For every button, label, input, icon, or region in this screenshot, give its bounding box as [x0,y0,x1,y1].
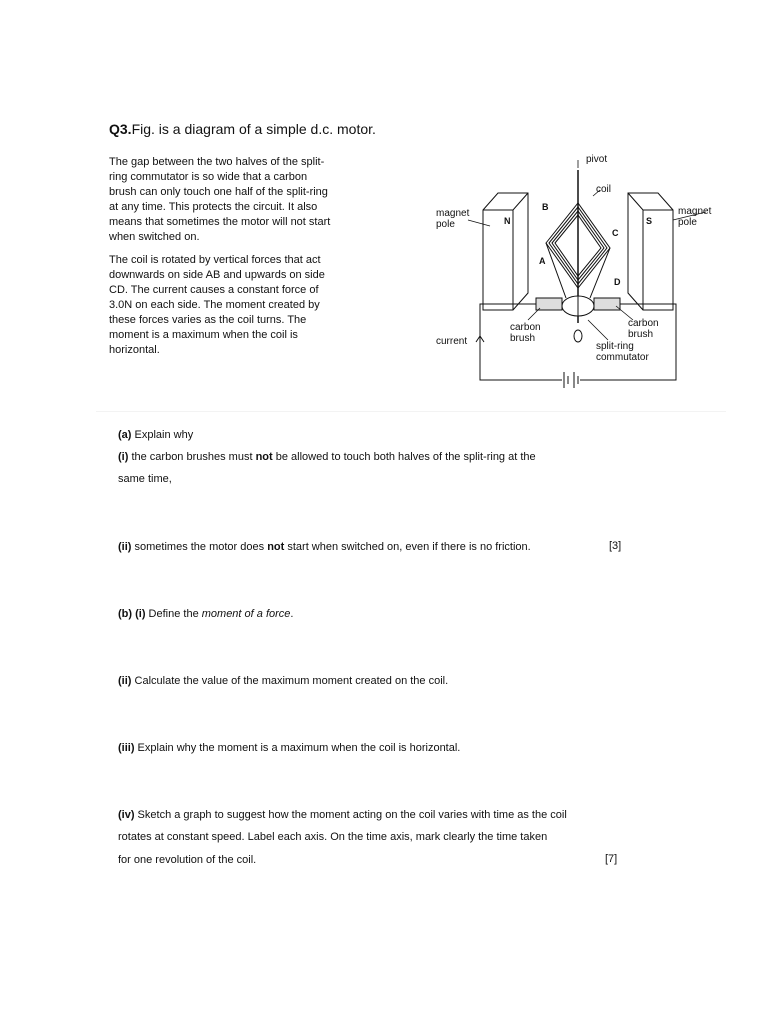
split-ring-label-1: split-ring [596,341,634,352]
side-a-label: A [539,256,546,266]
part-b-i [118,607,638,622]
intro-paragraph-2 [109,253,379,358]
part-b-i-italic: moment of a force [201,608,291,620]
part-b-iii [118,741,638,756]
part-b-iv-line-3: for one revolution of the coil. [118,854,257,866]
pole-n-label: N [504,216,511,226]
carbon-brush-right-label-1: carbon [628,318,659,329]
part-a-ii-not: not [267,541,285,553]
part-b-i-text-2: . [290,608,294,620]
text-line: when switched on. [109,231,200,243]
question-title-text: Fig. is a diagram of a simple d.c. motor. [131,121,376,137]
part-a-i-text-2: be allowed to touch both halves of the split-ring at the [272,451,536,463]
part-b-i-label: (b) (i) [118,608,146,620]
part-b-mark: [7] [605,853,618,865]
part-b-iv-text: Sketch a graph to suggest how the moment acting on the coil varies with time as the coil [134,809,567,821]
part-b-iv-line-2: rotates at constant speed. Label each axis. On the time axis, mark clearly the time taken [118,831,548,843]
current-arrow [476,336,484,348]
question-title [109,121,376,137]
part-a-i-text-1: the carbon brushes must [128,451,256,463]
part-a-heading [118,428,638,443]
text-line: downwards on side AB and upwards on side [109,269,325,281]
part-a-ii-text-1: sometimes the motor does [131,541,268,553]
magnet-label-left: magnet [436,208,470,219]
text-line: at any time. This protects the circuit. It also [109,201,318,213]
part-b-iv-label: (iv) [118,809,135,821]
carbon-brush-right-label-2: brush [628,329,654,340]
pole-label-left: pole [436,219,455,230]
text-line: means that sometimes the motor will not start [109,216,331,228]
part-b-iii-label: (iii) [118,742,135,754]
left-magnet-shape [483,193,528,310]
part-a-text: Explain why [131,429,194,441]
text-line: these forces varies as the coil turns. The [109,314,307,326]
part-b-ii-text: Calculate the value of the maximum moment created on the coil. [131,675,449,687]
pole-label-right: pole [678,217,697,228]
part-a-i-line-2: same time, [118,473,172,485]
part-b-i-text-1: Define the [145,608,202,620]
part-a-ii [118,540,598,555]
dc-motor-diagram [428,148,728,416]
carbon-brush-left-label-1: carbon [510,322,541,333]
dc-motor-svg [428,148,728,416]
text-line: horizontal. [109,344,160,356]
section-divider [96,411,726,412]
side-c-label: C [612,228,619,238]
text-line: 3.0N on each side. The moment created by [109,299,320,311]
part-a-i-label: (i) [118,451,129,463]
part-b-iii-text: Explain why the moment is a maximum when the coil is horizontal. [134,742,461,754]
text-line: The coil is rotated by vertical forces that act [109,254,321,266]
text-line: CD. The current causes a constant force of [109,284,319,296]
part-b-ii [118,674,638,689]
part-a-i-not: not [255,451,273,463]
side-b-label: B [542,202,549,212]
coil-label: coil [596,184,612,195]
magnet-label-right: magnet [678,206,712,217]
text-line: The gap between the two halves of the split- [109,156,325,168]
part-a-label: (a) [118,429,132,441]
question-number: Q3. [109,121,132,137]
part-a-ii-label: (ii) [118,541,132,553]
right-magnet-shape [628,193,673,310]
battery-symbol [564,372,578,388]
part-b-ii-label: (ii) [118,675,132,687]
carbon-brush-right [594,298,620,310]
pivot-base [574,330,582,342]
part-a-mark: [3] [609,540,622,552]
current-label: current [436,336,468,347]
side-d-label: D [614,277,621,287]
text-line: moment is a maximum when the coil is [109,329,298,341]
pivot-label: pivot [586,154,608,165]
text-line: ring commutator is so wide that a carbon [109,171,308,183]
part-a-ii-text-2: start when switched on, even if there is no friction. [284,541,531,553]
text-line: brush can only touch one half of the split-ring [109,186,328,198]
intro-paragraph-1 [109,155,379,245]
pole-s-label: S [646,216,653,226]
split-ring-label-2: commutator [596,352,649,363]
part-a-i [118,450,638,465]
carbon-brush-left-label-2: brush [510,333,536,344]
part-b-iv [118,808,638,823]
